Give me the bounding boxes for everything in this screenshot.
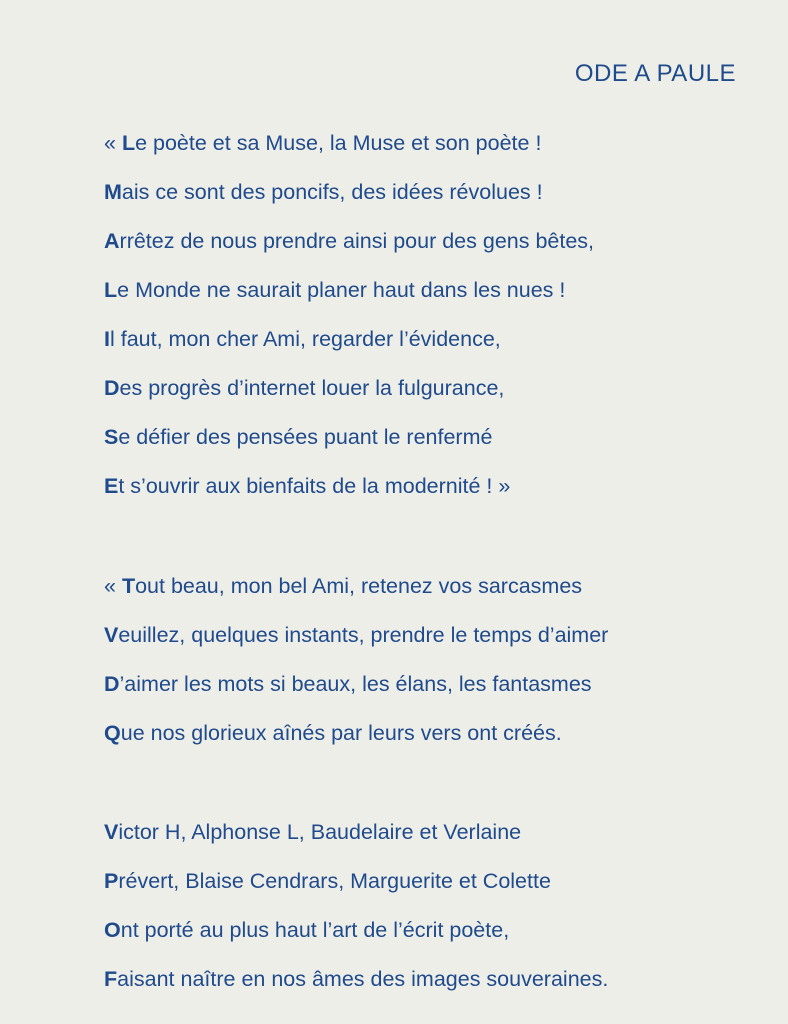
- line-text: es progrès d’internet louer la fulgurance,: [119, 376, 505, 400]
- poem-line: [104, 906, 608, 955]
- line-initial: D: [104, 376, 120, 400]
- line-initial: P: [104, 869, 119, 893]
- line-text: t s’ouvrir aux bienfaits de la modernité ! »: [118, 474, 511, 498]
- stanza: [104, 808, 608, 1004]
- poem-line: [104, 364, 594, 413]
- line-initial: V: [104, 820, 119, 844]
- poem-line: [104, 462, 594, 511]
- line-initial: S: [104, 425, 119, 449]
- poem-line: [104, 266, 594, 315]
- line-initial: L: [121, 131, 136, 155]
- poem-line: [104, 168, 594, 217]
- poem-line: [104, 709, 608, 758]
- line-text: nt porté au plus haut l’art de l’écrit poète,: [120, 918, 510, 942]
- line-prefix: «: [104, 574, 122, 598]
- line-text: ue nos glorieux aînés par leurs vers ont créés.: [120, 721, 562, 745]
- line-text: e Monde ne saurait planer haut dans les nues !: [117, 278, 566, 302]
- line-initial: I: [104, 327, 110, 351]
- poem-title: ODE A PAULE: [574, 60, 736, 87]
- line-text: révert, Blaise Cendrars, Marguerite et Colette: [118, 869, 551, 893]
- poem-line: [104, 119, 594, 168]
- line-text: rrêtez de nous prendre ainsi pour des gens bêtes,: [119, 229, 595, 253]
- poem-line: [104, 315, 594, 364]
- line-initial: A: [104, 229, 120, 253]
- line-initial: Q: [104, 721, 121, 745]
- line-text: e poète et sa Muse, la Muse et son poète !: [135, 131, 542, 155]
- poem-line: [104, 217, 594, 266]
- poem-line: [104, 808, 608, 857]
- line-text: ictor H, Alphonse L, Baudelaire et Verlaine: [118, 820, 522, 844]
- line-text: l faut, mon cher Ami, regarder l’évidence,: [109, 327, 501, 351]
- line-initial: L: [104, 278, 118, 302]
- line-initial: M: [104, 180, 122, 204]
- line-prefix: «: [104, 131, 122, 155]
- line-text: aisant naître en nos âmes des images souveraines.: [117, 967, 609, 991]
- poem-line: [104, 562, 608, 611]
- poem-line: [104, 955, 608, 1004]
- poem-line: [104, 611, 608, 660]
- line-text: e défier des pensées puant le renfermé: [118, 425, 493, 449]
- line-initial: E: [104, 474, 119, 498]
- line-text: out beau, mon bel Ami, retenez vos sarcasmes: [135, 574, 583, 598]
- line-text: ais ce sont des poncifs, des idées révolues !: [121, 180, 543, 204]
- line-initial: D: [104, 672, 120, 696]
- line-text: euillez, quelques instants, prendre le temps d’aimer: [118, 623, 609, 647]
- stanza: [104, 119, 594, 511]
- poem-line: [104, 660, 608, 709]
- line-text: ’aimer les mots si beaux, les élans, les fantasmes: [119, 672, 592, 696]
- stanza: [104, 562, 608, 758]
- line-initial: V: [104, 623, 119, 647]
- line-initial: F: [104, 967, 118, 991]
- line-initial: O: [104, 918, 121, 942]
- poem-line: [104, 857, 608, 906]
- line-initial: T: [121, 574, 136, 598]
- poem-line: [104, 413, 594, 462]
